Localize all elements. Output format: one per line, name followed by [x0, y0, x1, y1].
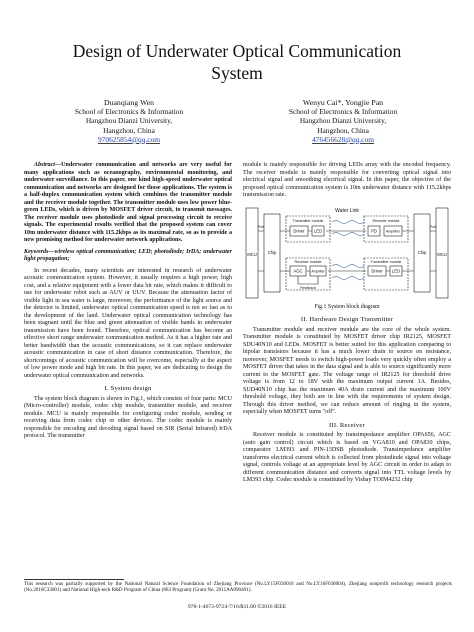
author-name: Duanqiang Wen [103, 98, 155, 107]
title-line-1: Design of Underwater Optical Communication [72, 41, 402, 61]
pd-label-right: PD [371, 228, 377, 233]
mcu-right-label: MCU [437, 251, 447, 257]
keywords-label: Keywords [24, 248, 49, 255]
water-link-label: Water Link [335, 207, 359, 214]
author-affiliation: School of Electronics & Information [288, 107, 398, 117]
water-wave-lines [332, 220, 364, 279]
section-heading-receiver: III. Receiver [329, 421, 365, 429]
feedback-loop [298, 276, 318, 284]
author-affiliation: School of Electronics & Information [74, 107, 184, 117]
chip-left-label: Chip [267, 249, 277, 255]
paper-title [0, 40, 474, 84]
transmitter-module-label: Transmitter module [292, 218, 324, 223]
amplifier-label-left: Amplifier [311, 269, 325, 273]
amplifier-label-right: Amplifier [386, 229, 400, 233]
port-label-right: Port [430, 224, 436, 229]
abstract-text: —Underwater communication and networks are very useful for many applications such as oceanography, environmental monitoring, and underwater surveillance. In this paper, one kind high-speed underwater optical communication and networks are designed for those applications. The system is a half-duplex communication system which combines the transmitter module and the receiver module together. The transmitter module uses low power blue-green LEDs, which is driven by MOSFET driver circuit, to transmit messages. The receiver module uses photodiode and signal processing circuit to receive signals. The experimental results verified that the proposed system can cover 10m underwater distance with 115.2kbps as its maximal rate, so as to provide a new promising method for underwater network applications. [24, 162, 232, 243]
driver-label-right: Driver [371, 268, 383, 273]
chip-right-label: Chip [417, 249, 427, 255]
author-city: Hangzhou, China [317, 125, 369, 135]
keywords [24, 249, 232, 264]
block-diagram-svg [244, 204, 450, 302]
transmitter-paragraph: Transmitter module and receiver module are the core of the whole system. Transmitter module is constituted by MOSFET driver chip IR2125, MOSFET SDU40N10 and LEDs. MOSFET is better suited for this application comparing to bipolar transistors because it has a much lower drain to source on resistance, moreover, MOSFET needs to switch high-power loads very quickly often employ a MOSFET driver that takes in the data signal and is able to source significantly more current to the MOSFET gate. The voltage range of IR2125 for threshold drive voltage is from 12 to 18V with the maximum output current 1A. Besides, SUD40N10 chip has the maximum 40A drain current and the maximum 100V threshold voltage, they both are in line with the requirements of system design. Through this driver method, we can reduce amount of ringing in the system, especially when MOSFET turns "off". [243, 326, 451, 415]
isbn-line: 978-1-4673-9724-7/16/$31.00 ©2016 IEEE [187, 604, 287, 610]
optical-link-arrows [326, 231, 366, 271]
author-right [258, 98, 428, 144]
feedback-label: Feedback [300, 285, 316, 290]
led-label-left: LED [313, 228, 323, 233]
abstract-label: Abstract [34, 162, 55, 168]
author-city: Hangzhou, China [103, 125, 155, 135]
abstract [24, 162, 232, 245]
driver-label: Driver [293, 228, 305, 233]
port-label-left: Port [258, 224, 264, 229]
right-column [243, 162, 451, 487]
author-email-link[interactable]: 476456628@qq.com [311, 134, 375, 144]
author-left [44, 98, 214, 144]
left-column [24, 162, 232, 443]
figure-caption: Fig.1 System block diagram [314, 303, 380, 310]
receiver-module-label-top: Receiver module [372, 218, 400, 223]
receiver-module-label: Receiver module [294, 259, 322, 264]
intro-paragraph: In recent decades, many scientists are interested in research of underwater acoustic communication system. However, it usually requires a high power, high cost, and a relative equipment with a lower data bit rate, which makes it difficult to use for underwater robot such as AUV or UUV. Because the attenuation factor of visible light in sea water is large, moreover, the performance of the light source and the detector is limited, underwater optical communication speed is not so fast as to the development of the land. Underwater optical communication technology has been stagnant until the blue and green attenuation of visible bands in underwater transmission have been found. Therefore, optical communication has become an effective short range underwater communication method. As it has a higher rate and better bandwidth than the acoustic communications, so it can replace underwater acoustic communication in case of short distance communication. Therefore, the shortcomings of acoustic communication will be overcome, especially at the aspect of low power mode and high bit rate. In this paper, we are dedicating to design the underwater optical communication and networks. [24, 267, 232, 379]
system-design-continued: module is mainly responsible for driving LEDs array with the encoded frequency. The receiver module is mainly responsible for converting optical signal into electrical signal and smoothing electrical signal. In this paper, the objective of the proposed optical communication system is 10m underwater distance with 115.2kbps transmission rate. [243, 162, 451, 198]
keywords-text: —wireless optical communication; LED; photodiode; IrDA; underwater light propagation; [24, 248, 232, 262]
section-heading-system-design: I. System design [104, 385, 152, 392]
funding-footnote: This research was partially supported by the National Natural Science Foundation of Zhejiang Province (No.LY15F030018 and No.LY16F030004), Zhejiang nonprofit technology research projects (No.2016C33001) and National High-tech R&D Program of China (863 Program) (Grant No. 2011AA090401). [24, 581, 452, 594]
title-line-2: System [211, 63, 263, 83]
author-name: Wenyu Cai*, Yongjie Pan [302, 98, 384, 107]
receiver-paragraph: Receiver module is constituted by transimpedance amplifier OPA656, AGC (auto gain control) circuit which is based on VGA810 and OPA830 chips, comparator LM393 and PIN-13DSB photodiode. Transimpedance amplifier transforms electrical current which is collected from photodiode signal into voltage signal, controls voltage at an appropriate level by AGC circuit in order to adapt to different communication distance and converts signal into TTL voltage levels by LM393 chip. Codec module is constituted by Vishay TOIM4232 chip [243, 432, 451, 483]
author-university: Hangzhou Dianzi University, [85, 116, 173, 126]
led-label-right: LED [391, 268, 401, 273]
agc-label: AGC [293, 268, 303, 273]
footnote-divider [24, 579, 124, 580]
transmitter-module-label-bottom: Transmitter module [370, 259, 402, 264]
author-university: Hangzhou Dianzi University, [299, 116, 387, 126]
system-block-diagram [244, 204, 450, 302]
section-heading-transmitter: II. Hardware Design Transmitter [300, 316, 394, 323]
author-email-link[interactable]: 970625854@qq.com [97, 134, 161, 144]
system-design-paragraph: The system block diagram is shown in Fig.1, which consists of four parts: MCU (Micro-controller) module, codec chip module, transmitter module, and receiver module. MCU is mainly responsible for configuring codec module, sending or receiving data from codec chip or other devices. The codec module is mainly responsible for encoding and decoding signal based on SIR (Serial Infrared) IrDA protocol. The transmitter [24, 395, 232, 439]
mcu-left-label: MCU [247, 251, 257, 257]
